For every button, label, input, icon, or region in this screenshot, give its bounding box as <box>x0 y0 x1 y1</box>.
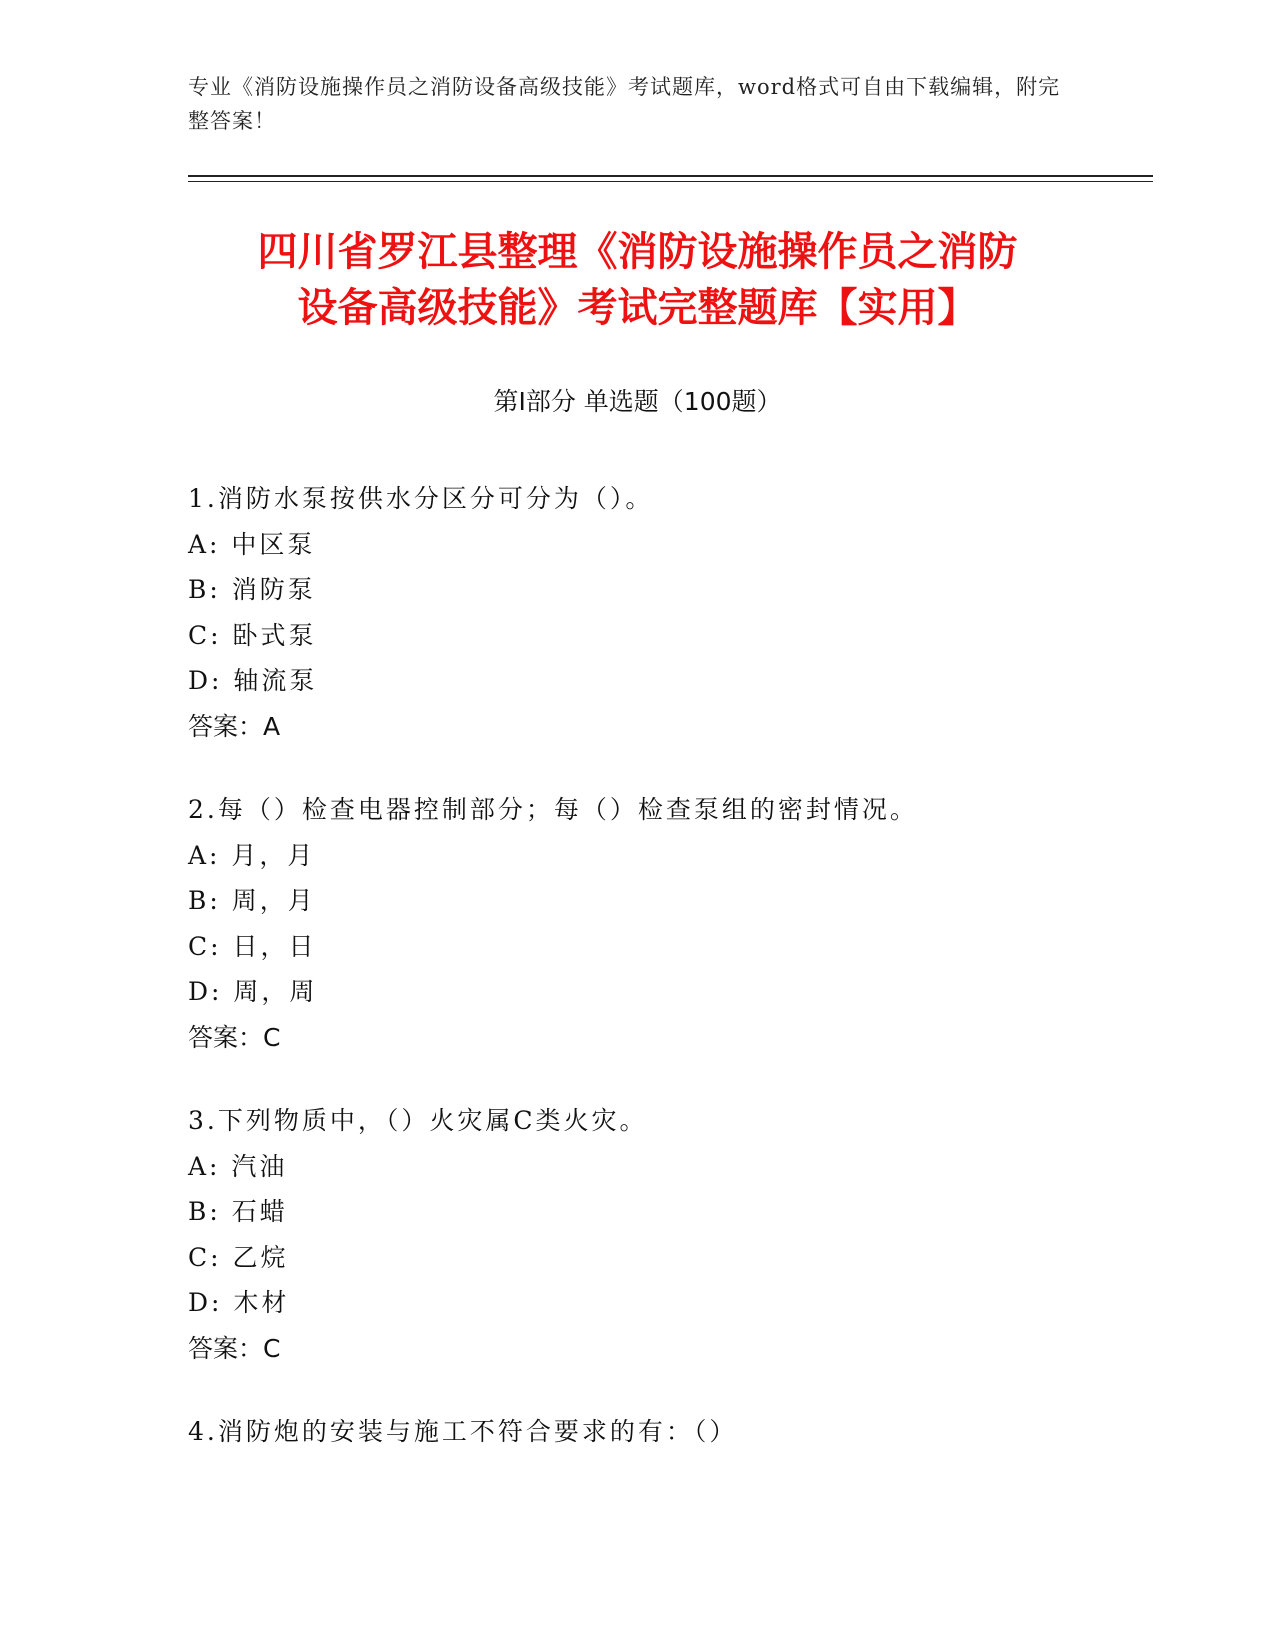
option-a: A: 中区泵 <box>188 529 316 559</box>
answer: 答案：A <box>188 711 281 741</box>
option-a: A: 月，月 <box>188 840 316 870</box>
option-c: C: 乙烷 <box>188 1242 289 1272</box>
option-c: C: 卧式泵 <box>188 620 317 650</box>
question-4 <box>188 1409 1148 1455</box>
section-heading: 第Ⅰ部分 单选题（100题） <box>493 387 782 416</box>
header-divider-thin <box>188 181 1153 182</box>
option-b: B: 石蜡 <box>188 1197 288 1226</box>
option-d: D: 木材 <box>188 1288 290 1317</box>
header-note: 专业《消防设施操作员之消防设备高级技能》考试题库，word格式可自由下载编辑，附完整答案！ <box>188 75 1061 133</box>
question-stem: 2.每（）检查电器控制部分；每（）检查泵组的密封情况。 <box>188 795 918 824</box>
question-3 <box>188 1098 1148 1371</box>
question-list <box>188 476 1148 1493</box>
question-stem: 3.下列物质中，（）火灾属C类火灾。 <box>188 1106 648 1135</box>
option-c: C: 日，日 <box>188 931 317 961</box>
option-a: A: 汽油 <box>188 1151 288 1181</box>
option-b: B: 消防泵 <box>188 575 316 604</box>
answer: 答案：C <box>188 1022 281 1052</box>
option-d: D: 周，周 <box>188 977 318 1006</box>
answer: 答案：C <box>188 1333 281 1363</box>
option-d: D: 轴流泵 <box>188 666 318 695</box>
header-divider-thick <box>188 175 1153 177</box>
question-1 <box>188 476 1148 749</box>
document-title-line-2: 设备高级技能》考试完整题库【实用】 <box>297 285 978 331</box>
question-stem: 1.消防水泵按供水分区分可分为（）。 <box>188 484 654 513</box>
question-2 <box>188 787 1148 1060</box>
document-title-line-1: 四川省罗江县整理《消防设施操作员之消防 <box>257 229 1018 275</box>
question-stem: 4.消防炮的安装与施工不符合要求的有：（） <box>188 1417 738 1446</box>
option-b: B: 周，月 <box>188 886 316 915</box>
document-title <box>150 224 1125 336</box>
